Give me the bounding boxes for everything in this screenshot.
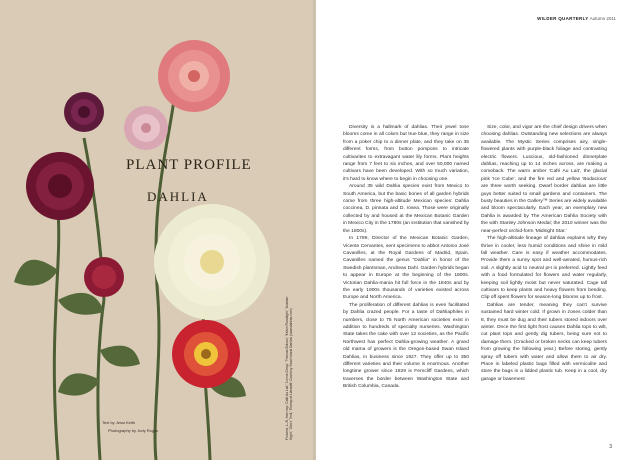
running-head	[537, 16, 616, 21]
pale-pink-dahlia	[124, 106, 168, 150]
paragraph: Dahlias are tender, meaning they can't survive sustained hard winter cold. If grown in zones colder than 8, they must be dug and their tubers stored indoors over winter. Once the first light frost causes Dahlia tops to wilt, cut plant tops and gently dig tubers, being sure not to damage them. (Cracked or broken necks can keep tubers from growing the following year.) Before storing, gently spray off tubers with water and allow them to air dry. Place in labeled plastic bags filled with vermiculite and store the bags in a lidded plastic tub. Keep in a cool, dry garage or basement	[481, 302, 607, 382]
burgundy-pompon-dahlia	[64, 92, 104, 132]
article-title: DAHLIA	[147, 189, 209, 204]
issue-label: Autumn 2011	[589, 16, 616, 21]
photo-credit: Photography by Jody Rogac	[108, 428, 159, 433]
article-column-1	[343, 124, 469, 391]
burgundy-dahlia	[26, 152, 94, 220]
pink-cactus-dahlia	[158, 40, 230, 112]
page-number: 3	[609, 444, 612, 450]
red-pompon-dahlia	[84, 257, 124, 297]
photo-caption: Pictured, L–R, from top: 'Café Au Lait,' 'Lemon Drop,' 'Thomas Edison,' 'Kelvin Floodlight,' 'Arabian Night,' 'Otto's Thrill,' 'Bishop of Llandaff'; Courtesy Swan Island Dahlias (swandahlias.com)	[285, 296, 294, 440]
plant-profile-heading: PLANT PROFILE	[126, 157, 252, 173]
paragraph: Size, color, and vigor are the chief design drivers when choosing dahlias. Outstanding new selections are always available. The Mystic Series comprises airy, single-flowered plants with purple-black foliage and contrasting electric flowers. Luscious, old-fashioned dinnerplate dahlias, reaching up to 14 inches across, are making a comeback. The warm amber 'Café Au Lait', the glacial pink 'Ice Cube', and the fire red and yellow 'Bodacious' are three worth seeking. Dwarf border dahlias are little guys better suited to small gardens and containers. The busty beauties in the Gallery™ Series are widely available and bloom spectacularly. Each year, an exemplary new Dahlia is awarded by The American Dahlia Society with the with Stanley Johnson Medal; the 2010 winner was the near-perfect orchid-form 'Midnight Star.'	[481, 125, 607, 234]
author-credit: Text by Jessi Keith	[102, 420, 136, 425]
paragraph: The proliferation of different dahlias is even facilitated by Dahlia crazed people. For a taste of Dahliaphiles in numbers, close to 75 North American societies exist in addition to hundreds of specialty nurseries. Washington State takes the cake with over 12 societies, as the Pacific Northwest has perfect Dahlia-growing weather. A grand old mama of growers is the Oregon-based Swan Island Dahlias, in business since 1927. They offer up to 350 different varieties and their volume is enormous. Another longtime grower since 1929 is Ferncliff Gardens, which traverses the border between Washington State and British Columbia, Canada.	[343, 302, 469, 390]
paragraph: Diversity is a hallmark of dahlias. Their jewel tone blooms come in all colors but true blue, they range in size from a poker chip to a dinner plate, and they take on 35 different forms, from button pompons to intricate cultivarites to extravagant water lily forms. Plant heights range from 7 feet to six inches, and over 50,000 named cultivars have been developed. With so much variation, it's hard to know where to begin in choosing one.	[343, 125, 469, 182]
paragraph: Around 35 wild Dahlia species exist from Mexico to South America, but the basic bones of all garden hybrids come from three high-altitude Mexican species: Dahlia coccinea, D. pinnata and D. rosea. Those were originally collected by and housed at the Mexican Botanic Garden in Mexico City in the 1780s (an institution that vanished by the 1800s).	[343, 184, 469, 234]
article-page	[316, 0, 630, 460]
white-cactus-dahlia	[154, 204, 270, 320]
paragraph: The high-altitude lineage of dahlias explains why they thrive in cooler, less humid conditions and shine in mild fall weather. Care is easy if weather accommodates. Provide them a sunny spot and well-aerated, humus-rich soil. A slightly acid to neutral pH is preferred. Lightly feed with a food formulated for flowers and water regularly, keeping soil lightly moist but never saturated. Cage tall cultivars to keep plants and heavy flowers from bending. Clip off spent flowers for season-long blooms up to frost.	[481, 236, 607, 301]
red-yellow-dahlia	[172, 320, 240, 388]
article-column-2	[481, 124, 607, 383]
publication-name: WILDER QUARTERLY	[537, 16, 589, 21]
paragraph: In 1789, Director of the Mexican Botanic Garden, Vicente Cervantes, sent specimens to abbot Antonio José Cavanilles, at the Royal Gardens of Madrid, Spain. Cavanilles named the genus "Dahlia" in honor of the Swedish plantsman, Andreas Dahl. Garden hybrids began to appear in Europe at the beginning of the 1800s. Victorian Dahlia-mania hit full force in the 1840s and by the early 1900s thousands of varieties existed across Europe and North America.	[343, 236, 469, 301]
